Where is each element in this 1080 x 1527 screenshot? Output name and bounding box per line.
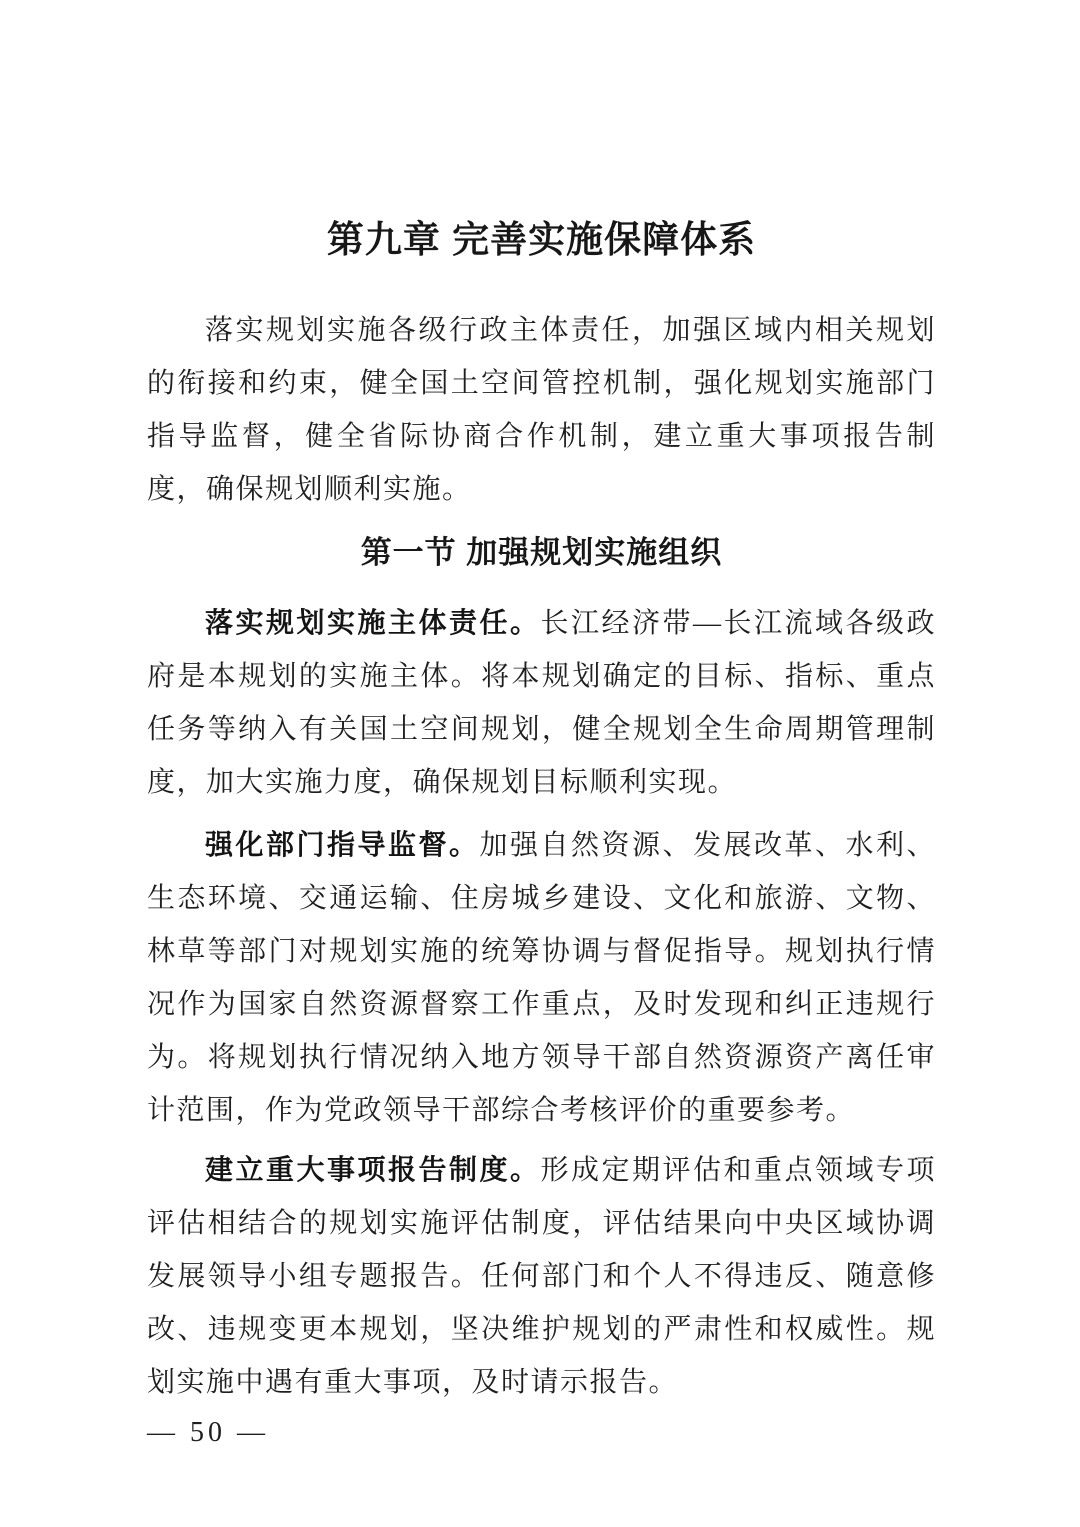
- paragraph-body: 形成定期评估和重点领域专项评估相结合的规划实施评估制度，评估结果向中央区域协调发展领导小组专题报告。任何部门和个人不得违反、随意修改、违规变更本规划，坚决维护规划的严肃性和权威性。规划实施中遇有重大事项，及时请示报告。: [147, 1155, 936, 1398]
- section-title: 第一节 加强规划实施组织: [360, 535, 723, 570]
- intro-paragraph: 落实规划实施各级行政主体责任，加强区域内相关规划的衔接和约束，健全国土空间管控机制，强化规划实施部门指导监督，健全省际协商合作机制，建立重大事项报告制度，确保规划顺利实施。: [147, 315, 936, 505]
- chapter-title: 第九章 完善实施保障体系: [326, 219, 757, 260]
- paragraph-reporting-system: [147, 1144, 936, 1409]
- paragraph-lead: 落实规划实施主体责任。: [205, 608, 541, 639]
- page-number: — 50 —: [147, 1417, 269, 1448]
- paragraph-body: 加强自然资源、发展改革、水利、生态环境、交通运输、住房城乡建设、文化和旅游、文物、林草等部门对规划实施的统筹协调与督促指导。规划执行情况作为国家自然资源督察工作重点，及时发现和纠正违规行为。将规划执行情况纳入地方领导干部自然资源资产离任审计范围，作为党政领导干部综合考核评价的重要参考。: [147, 830, 936, 1126]
- paragraph-department-supervision: [147, 819, 936, 1137]
- paragraph-body: 长江经济带—长江流域各级政府是本规划的实施主体。将本规划确定的目标、指标、重点任务等纳入有关国土空间规划，健全规划全生命周期管理制度，加大实施力度，确保规划目标顺利实现。: [147, 608, 936, 798]
- paragraph-lead: 强化部门指导监督。: [205, 830, 480, 861]
- paragraph-implementation-responsibility: [147, 597, 936, 809]
- paragraph-lead: 建立重大事项报告制度。: [205, 1155, 541, 1186]
